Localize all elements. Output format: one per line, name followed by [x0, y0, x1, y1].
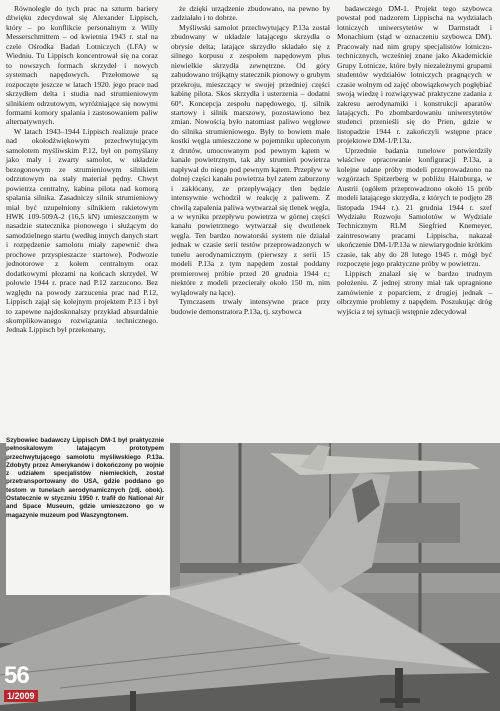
photo-caption: Szybowiec badawczy Lippisch DM-1 był praktycznie pełnoskalowym latającym prototypem przechwytującego samolotu myśliwskiego P.13a. Zdobyty przez Amerykanów i dokończony po wojnie z udziałem specjalistów niemieckich, został przetransportowany do USA, gdzie poddano go testom w tunelach aerodynamicznych (zdj. obok). Ostatecznie w styczniu 1950 r. trafił do National Air and Space Museum, gdzie umieszczono go w magazynie muzeum pod Waszyngtonem. — [6, 433, 170, 595]
paragraph: Tymczasem trwały intensywne prace przy budowie demonstratora P.13a, tj. szybowca — [171, 297, 330, 316]
article-column-1 — [6, 4, 158, 335]
issue-number: 1/2009 — [4, 690, 38, 702]
paragraph: Uprzednie badania tunelowe potwierdziły właściwe opracowanie konfiguracji P.13a, a kolejne udane próby modeli przeprowadzono na wzgórzach Spitzerberg w pobliżu Hainburga, w Austrii (ogółem przeprowadzono około 15 prób modeli latającego skrzydła, z których te podjęto 28 listopada 1944 r.). 21 grudnia 1944 r. szef Wydziału Rozwoju Samolotów w Wydziale Technicznym RLM Siegfried Knemeyer, zaintresowany pracami Lippischa, nakazał ukończenie DM-1/P.13a w niewiarygodnie krótkim czasie, tak aby do 28 lutego 1945 r. mógł być rozpoczęte jego praktyczne próby w powietrzu. — [337, 145, 492, 269]
paragraph: Równolegle do tych prac na szturm bariery dźwięku zdecydował się Alexander Lippisch, który – po konflikcie personalnym z Willy Messerschmittem – od kwietnia 1943 r. stał na czele Ośrodka Badań Lotniczych (LFA) w Wiedniu. Tu Lippisch koncentrował się na coraz to nowszych formach skrzydeł i nowych systemach napędowych. Przełomowe są rozpoczęte jeszcze w latach 1920. jego prace nad skrzydłem delta i studia nad strumieniowym silnikiem odrzutowym, wyróżniające się nowymi formami komory spalania i zastosowaniem paliw alternatywnych. — [6, 4, 158, 127]
paragraph: Myśliwski samolot przechwytujący P.13a został zbudowany w układzie latającego skrzydła o obrysie delta; latające skrzydło składało się z silnego korpusu z zespołem napędowym plus niewielkie skrzydła zewnętrzne. Od góry zabudowano trójkątny statecznik pionowy o grubym przekroju, mieszczący w swojej przedniej części kabinę pilota. Skos skrzydła i usterzenia – dodatni 60°. Koncepcja zespołu napędowego, tj. silnik startowy i silnik marszowy, pozostawiono bez zmian. Nowością było natomiast paliwo węglowe do silnika strumieniowego. Były to bowiem małe kostki węgla umieszczone w pojemniku upleconym z drutów, umocowanym pod pewnym kątem w kanale powietrznym, tak aby strumień powietrza napływał do niego pod pewnym kątem. Przepływ w dolnej części kanału powietrza był zatem zaburzony i zakłócany, ze przepływający tlen będzie intensywnie wchodził w reakcję z paliwem. Z chwilą zapalenia paliwa wytwarzał się tlenek węgla, a w wyniku przepływu powietrza w górnej części kanału powietrznego wytwarzał się dwutlenek węgla. Ten bardzo nowatorski system nie działał jednak w czasie serii testów przeprowadzonych w tunelu aerodynamicznym (pierwszy z serii 15 modeli P.13a z tym napędem został poddany premierowej próbie przed 20 grudnia 1944 r.; niektóre z modeli przecierały około 150 m, nim wylądowały na łące). — [171, 22, 330, 297]
paragraph: badawczego DM-1. Projekt tego szybowca powstał pod nadzorem Lippischa na wydziałach lotniczych uniwersytetów w Darmstadt i Monachium (stąd w oznaczeniu szybowca DM). Pracowały nad nim grupy specjalistów lotniczo-technicznych, wcześniej znane jako Akademickie Grupy Lotnicze, które były niezależnymi grupami studentów wydziałów lotniczych pragnących w czasie wolnym od zajęć obowiązkowych pogłębiać swoją wiedzę i rozwiązywać praktyczne zadania z zakresu aerodynamiki i konstrukcji aparatów latających. Po zbombardowaniu uniwersytetów studenci przenieśli się do Prien, gdzie w listopadzie 1944 r. zakończyli wstępne prace projektowe DM-1/P.13a. — [337, 4, 492, 146]
paragraph: W latach 1943–1944 Lippisch realizuje prace nad okołodźwiękowym przechwytującym samolotem myśliwskim P.12, był on pomyślany jako mały i zwarty samolot, w układzie bezogonowym ze strumieniowym silnikiem odrzutowym na stały materiał pędny. Chwyt powietrza centralny, kabina pilota nad komorą spalania silnika. Zasadniczy silnik strumieniowy miał być uzupełniony silnikiem rakietowym HWK 109-509A-2 (16,5 kN) umieszczonym w nasadzie statecznika pionowego i służącym do samodzielnego startu (według innych danych start i rozpędzenie samolotu miały zapewnić dwa prochowe przyspieszacze startowe). Podwozie jednotorowe z kołem centralnym oraz dodatkowymi płozami na końcach skrzydeł. W połowie 1944 r. prace nad P.12 zarzucono. Bez względu na powody zarzucenia prac nad P.12, Lippisch zajął się kolejnym projektem P.13 i był to zapewne najdoskonalszy przykład absurdalnie skomplikowanego rozwiązania technicznego. Jednak Lippisch był przekonany, — [6, 126, 158, 335]
paragraph: Lippisch znalazł się w bardzo trudnym położeniu. Z jednej strony miał tak upragnione zamówienie z poparciem, z drugiej jednak – olbrzymie problemy z napędem. Poszukując dróg wyjścia z tej sytuacji wstępnie zdecydował — [337, 268, 492, 316]
page-number: 56 — [4, 662, 29, 689]
article-column-3 — [337, 4, 492, 316]
paragraph: że dzięki urządzenie zbudowano, na pewno by zadziałało i to dobrze. — [171, 4, 330, 23]
article-column-2 — [171, 4, 330, 316]
